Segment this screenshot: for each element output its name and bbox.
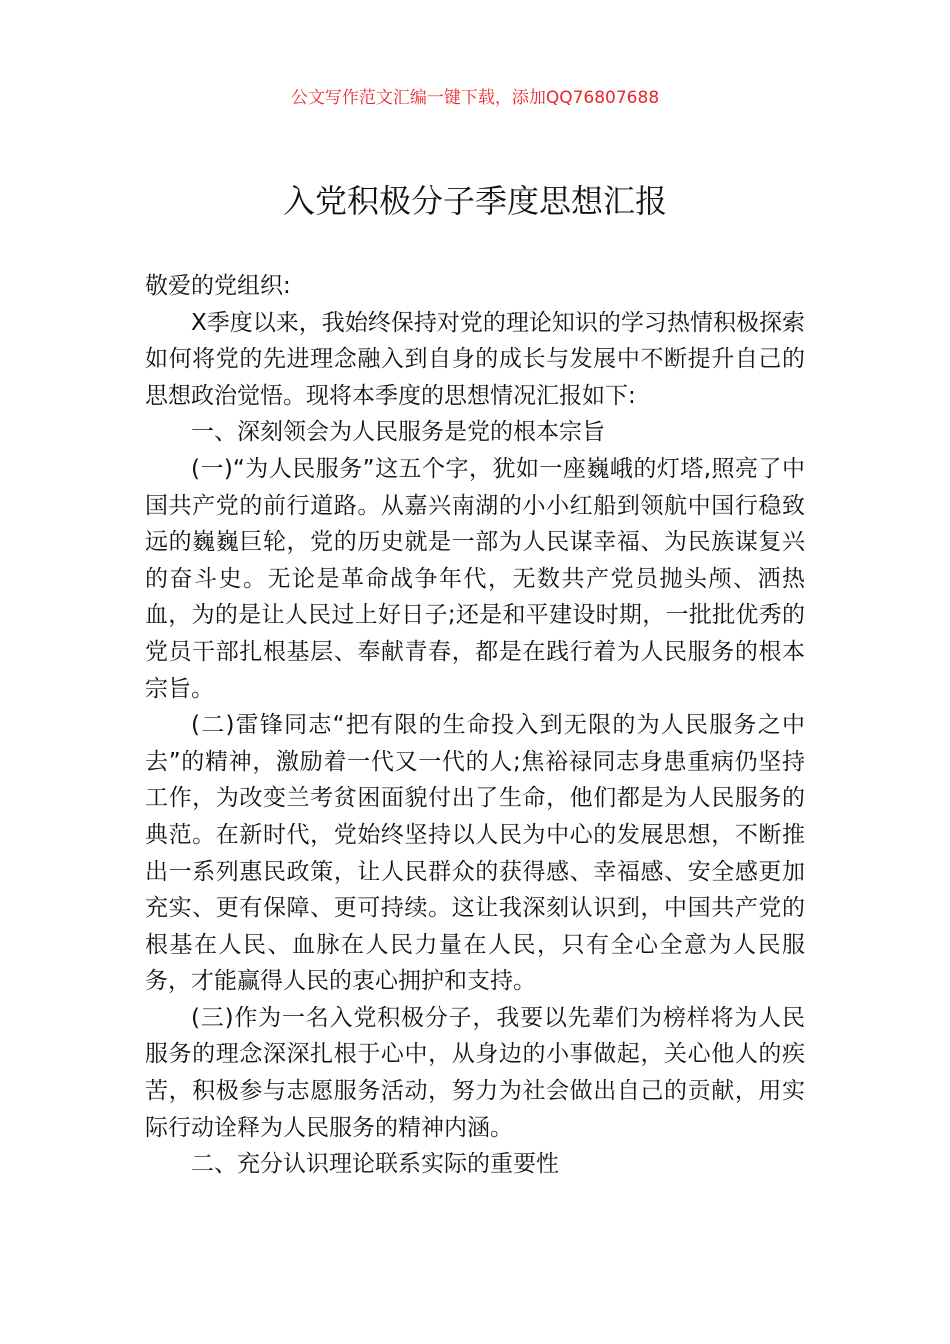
document-title: 入党积极分子季度思想汇报 <box>282 182 667 220</box>
intro-paragraph: X季度以来，我始终保持对党的理论知识的学习热情积极探索如何将党的先进理念融入到自身的成长与发展中不断提升自己的思想政治觉悟。现将本季度的思想情况汇报如下: <box>145 309 805 409</box>
promo-header: 公文写作范文汇编一键下载，添加QQ76807688 <box>290 88 660 108</box>
salutation: 敬爱的党组织: <box>145 273 291 299</box>
section-heading-1: 一、深刻领会为人民服务是党的根本宗旨 <box>191 419 605 446</box>
section-heading-2: 二、充分认识理论联系实际的重要性 <box>191 1151 559 1178</box>
document-body <box>145 268 805 1183</box>
paragraph-1-2: (二)雷锋同志“把有限的生命投入到无限的为人民服务之中去”的精神，激励着一代又一代的人;焦裕禄同志身患重病仍坚持工作，为改变兰考贫困面貌付出了生命，他们都是为人民服务的典范。在新时代，党始终坚持以人民为中心的发展思想，不断推出一系列惠民政策，让人民群众的获得感、幸福感、安全感更加充实、更有保障、更可持续。这让我深刻认识到，中国共产党的根基在人民、血脉在人民力量在人民，只有全心全意为人民服务，才能赢得人民的衷心拥护和支持。 <box>145 712 805 995</box>
paragraph-1-1: (一)“为人民服务”这五个字，犹如一座巍峨的灯塔,照亮了中国共产党的前行道路。从嘉兴南湖的小小红船到领航中国行稳致远的巍巍巨轮，党的历史就是一部为人民谋幸福、为民族谋复兴的奋斗史。无论是革命战争年代，无数共产党员抛头颅、洒热血，为的是让人民过上好日子;还是和平建设时期，一批批优秀的党员干部扎根基层、奉献青春，都是在践行着为人民服务的根本宗旨。 <box>145 455 805 702</box>
paragraph-1-3: (三)作为一名入党积极分子，我要以先辈们为榜样将为人民服务的理念深深扎根于心中，从身边的小事做起，关心他人的疾苦，积极参与志愿服务活动，努力为社会做出自己的贡献，用实际行动诠释为人民服务的精神内涵。 <box>145 1004 805 1141</box>
